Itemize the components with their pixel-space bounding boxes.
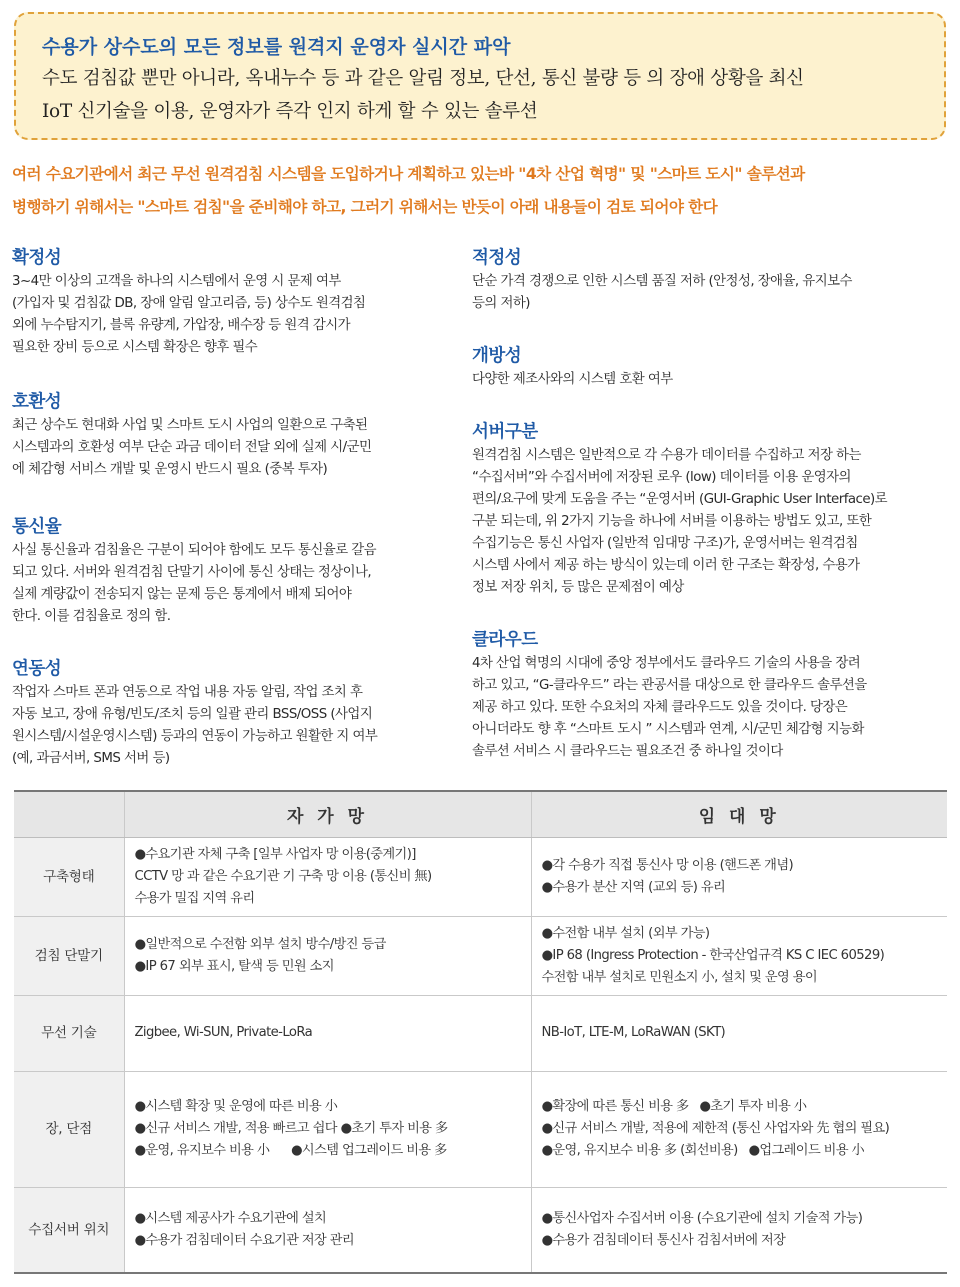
section-body bbox=[12, 540, 452, 628]
callout-title: 수용가 상수도의 모든 정보를 원격지 운영자 실시간 파악 bbox=[42, 36, 511, 58]
body-line: 시스템 사에서 제공 하는 방식이 있는데 이러 한 구조는 확장성, 수용가 bbox=[472, 558, 860, 573]
body-line: 자동 보고, 장애 유형/빈도/조치 등의 일괄 관리 BSS/OSS (사업지 bbox=[12, 707, 373, 722]
cell-line: ●운영, 유지보수 비용 小 ●시스템 업그레이드 비용 多 bbox=[134, 1143, 447, 1158]
body-line: 하고 있고, “G-클라우드” 라는 관공서를 대상으로 한 클라우드 솔루션을 bbox=[472, 678, 867, 693]
cell-line: ●시스템 제공사가 수요기관에 설치 bbox=[134, 1210, 327, 1226]
cell-private bbox=[124, 837, 531, 916]
row-label: 검침 단말기 bbox=[14, 916, 124, 995]
cell-line: ●운영, 유지보수 비용 多 (회선비용) ●업그레이드 비용 小 bbox=[541, 1143, 865, 1158]
section-body bbox=[12, 415, 452, 481]
body-line: 에 체감형 서비스 개발 및 운영시 반드시 필요 (중복 투자) bbox=[12, 462, 328, 477]
header-private-network: 자 가 망 bbox=[124, 791, 531, 837]
body-line: 4차 산업 혁명의 시대에 중앙 정부에서도 클라우드 기술의 사용을 장려 bbox=[472, 656, 861, 671]
section-cloud bbox=[472, 627, 942, 763]
callout-line: IoT 신기술을 이용, 운영자가 즉각 인지 하게 할 수 있는 솔루션 bbox=[42, 101, 538, 122]
cell-private bbox=[124, 995, 531, 1071]
row-label: 무선 기술 bbox=[14, 995, 124, 1071]
table-row bbox=[14, 837, 947, 916]
section-title: 확정성 bbox=[12, 248, 62, 268]
section-title: 클라우드 bbox=[472, 630, 538, 650]
cell-line: ●각 수용가 직접 통신사 망 이용 (핸드폰 개념) bbox=[541, 857, 794, 873]
body-line: “수집서버”와 수집서버에 저장된 로우 (low) 데이터를 이용 운영자의 bbox=[472, 470, 851, 485]
intro-line: 병행하기 위해서는 "스마트 검침"을 준비해야 하고, 그러기 위해서는 반듯이 아래 내용들이 검토 되어야 한다 bbox=[12, 198, 718, 216]
section-title: 적정성 bbox=[472, 248, 522, 268]
cell-line: ●수용가 검침데이터 통신사 검침서버에 저장 bbox=[541, 1232, 786, 1248]
cell-line: 수용가 밀집 지역 유리 bbox=[134, 890, 255, 906]
summary-callout bbox=[14, 12, 946, 140]
section-compatibility bbox=[12, 389, 452, 481]
cell-line: ●수용가 검침데이터 수요기관 저장 관리 bbox=[134, 1232, 354, 1248]
cell-line: ●수요기관 자체 구축 [일부 사업자 망 이용(중계기)] bbox=[134, 846, 416, 862]
section-title: 연동성 bbox=[12, 659, 62, 679]
cell-line: ●시스템 확장 및 운영에 따른 비용 小 bbox=[134, 1099, 338, 1114]
intro-line: 여러 수요기관에서 최근 무선 원격검침 시스템을 도입하거나 계획하고 있는바 "4차 산업 혁명" 및 "스마트 도시" 솔루션과 bbox=[12, 165, 805, 183]
callout-line: 수도 검침값 뿐만 아니라, 옥내누수 등 과 같은 알림 정보, 단선, 통신 불량 등 의 장애 상황을 최신 bbox=[42, 68, 804, 89]
body-line: 정보 저장 위치, 등 많은 문제점이 예상 bbox=[472, 580, 684, 595]
section-title: 호환성 bbox=[12, 392, 62, 412]
section-body bbox=[472, 369, 942, 391]
body-line: 3~4만 이상의 고객을 하나의 시스템에서 운영 시 문제 여부 bbox=[12, 274, 341, 289]
cell-leased bbox=[531, 916, 947, 995]
body-line: 편의/요구에 맞게 도움을 주는 “운영서버 (GUI-Graphic User Interface)로 bbox=[472, 492, 888, 507]
section-adequacy bbox=[472, 245, 942, 315]
cell-leased bbox=[531, 837, 947, 916]
section-body bbox=[472, 271, 942, 315]
body-line: 단순 가격 경쟁으로 인한 시스템 품질 저하 (안정성, 장애율, 유지보수 bbox=[472, 274, 852, 289]
body-line: 최근 상수도 현대화 사업 및 스마트 도시 사업의 일환으로 구축된 bbox=[12, 418, 368, 433]
section-scalability bbox=[12, 245, 452, 359]
section-body bbox=[12, 682, 452, 770]
cell-line: ●확장에 따른 통신 비용 多 ●초기 투자 비용 小 bbox=[541, 1099, 807, 1114]
section-body bbox=[472, 653, 942, 763]
cell-line: ●수용가 분산 지역 (교외 등) 유리 bbox=[541, 879, 726, 895]
body-line: 다양한 제조사와의 시스템 호환 여부 bbox=[472, 372, 673, 387]
body-line: 시스템과의 호환성 여부 단순 과금 데이터 전달 외에 실제 시/군민 bbox=[12, 440, 372, 455]
section-body bbox=[12, 271, 452, 359]
body-line: 외에 누수탐지기, 블록 유량계, 가압장, 배수장 등 원격 감시가 bbox=[12, 318, 351, 333]
section-server-division bbox=[472, 419, 942, 599]
body-line: 원시스템/시설운영시스템) 등과의 연동이 가능하고 원활한 지 여부 bbox=[12, 729, 378, 744]
body-line: 구분 되는데, 위 2가지 기능을 하나에 서버를 이용하는 방법도 있고, 또한 bbox=[472, 514, 872, 529]
header-blank bbox=[14, 791, 124, 837]
body-line: 등의 저하) bbox=[472, 296, 530, 311]
body-line: 제공 하고 있다. 또한 수요처의 자체 클라우드도 있을 것이다. 당장은 bbox=[472, 700, 848, 715]
body-line: 아니더라도 향 후 “스마트 도시 ” 시스템과 연계, 시/군민 체감형 지능화 bbox=[472, 722, 864, 737]
body-line: 필요한 장비 등으로 시스템 확장은 향후 필수 bbox=[12, 340, 258, 355]
table-row bbox=[14, 1071, 947, 1187]
body-line: 작업자 스마트 폰과 연동으로 작업 내용 자동 알림, 작업 조치 후 bbox=[12, 685, 363, 700]
section-communication-rate bbox=[12, 514, 452, 628]
body-line: 솔루션 서비스 시 클라우드는 필요조건 중 하나일 것이다 bbox=[472, 744, 783, 759]
section-openness bbox=[472, 343, 942, 391]
cell-line: CCTV 망 과 같은 수요기관 기 구축 망 이용 (통신비 無) bbox=[134, 868, 432, 884]
cell-leased bbox=[531, 995, 947, 1071]
body-line: 한다. 이를 검침율로 정의 함. bbox=[12, 609, 171, 624]
cell-line: Zigbee, Wi-SUN, Private-LoRa bbox=[134, 1025, 313, 1040]
cell-line: ●일반적으로 수전함 외부 설치 방수/방진 등급 bbox=[134, 936, 386, 952]
cell-line: NB-IoT, LTE-M, LoRaWAN (SKT) bbox=[541, 1025, 726, 1040]
right-column bbox=[472, 245, 942, 763]
cell-leased bbox=[531, 1071, 947, 1187]
section-title: 통신율 bbox=[12, 517, 62, 537]
row-label: 장, 단점 bbox=[14, 1071, 124, 1187]
cell-private bbox=[124, 916, 531, 995]
body-line: 사실 통신율과 검침율은 구분이 되어야 함에도 모두 통신율로 갈음 bbox=[12, 543, 377, 558]
body-line: 실제 계량값이 전송되지 않는 문제 등은 통계에서 배제 되어야 bbox=[12, 587, 352, 602]
body-line: (예, 과금서버, SMS 서버 등) bbox=[12, 751, 170, 766]
section-title: 서버구분 bbox=[472, 422, 538, 442]
comparison-table bbox=[14, 790, 947, 1274]
intro-paragraph bbox=[12, 158, 952, 224]
header-leased-network: 임 대 망 bbox=[531, 791, 947, 837]
cell-line: ●신규 서비스 개발, 적용에 제한적 (통신 사업자와 先 협의 필요) bbox=[541, 1121, 890, 1136]
table-row bbox=[14, 916, 947, 995]
left-column bbox=[12, 245, 452, 770]
cell-line: ●수전함 내부 설치 (외부 가능) bbox=[541, 925, 710, 941]
section-title: 개방성 bbox=[472, 346, 522, 366]
body-line: (가입자 및 검침값 DB, 장애 알림 알고리즘, 등) 상수도 원격검침 bbox=[12, 296, 366, 311]
cell-line: ●IP 67 외부 표시, 탈색 등 민원 소지 bbox=[134, 958, 334, 974]
body-line: 수집기능은 통신 사업자 (일반적 임대망 구조)가, 운영서버는 원격검침 bbox=[472, 536, 858, 551]
cell-line: 수전함 내부 설치로 민원소지 小, 설치 및 운영 용이 bbox=[541, 969, 818, 985]
table-row bbox=[14, 1187, 947, 1273]
cell-leased bbox=[531, 1187, 947, 1273]
cell-private bbox=[124, 1187, 531, 1273]
table-row bbox=[14, 995, 947, 1071]
table-header-row bbox=[14, 791, 947, 837]
section-body bbox=[472, 445, 942, 599]
row-label: 수집서버 위치 bbox=[14, 1187, 124, 1273]
body-line: 되고 있다. 서버와 원격검침 단말기 사이에 통신 상태는 정상이나, bbox=[12, 565, 372, 580]
cell-line: ●신규 서비스 개발, 적용 빠르고 쉽다 ●초기 투자 비용 多 bbox=[134, 1121, 448, 1136]
cell-line: ●통신사업자 수집서버 이용 (수요기관에 설치 기술적 가능) bbox=[541, 1210, 863, 1226]
cell-private bbox=[124, 1071, 531, 1187]
cell-line: ●IP 68 (Ingress Protection - 한국산업규격 KS C IEC 60529) bbox=[541, 947, 885, 963]
row-label: 구축형태 bbox=[14, 837, 124, 916]
body-line: 원격검침 시스템은 일반적으로 각 수용가 데이터를 수집하고 저장 하는 bbox=[472, 448, 861, 463]
section-interoperability bbox=[12, 656, 452, 770]
